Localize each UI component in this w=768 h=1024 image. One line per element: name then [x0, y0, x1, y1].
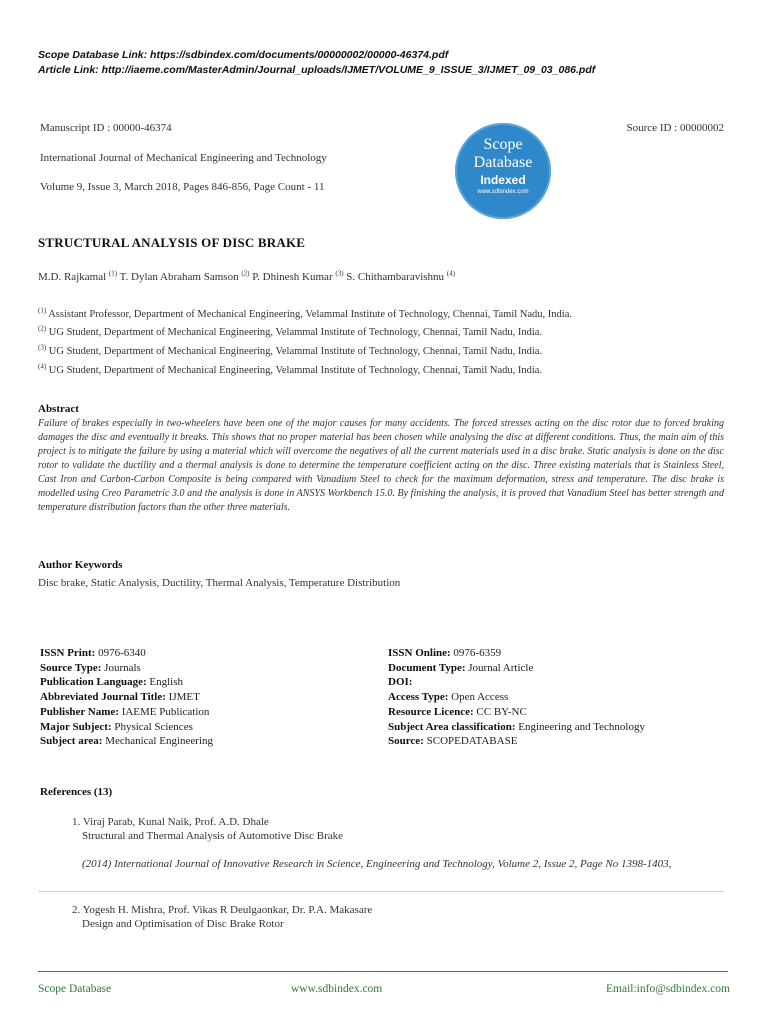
author-sup: (4)	[446, 269, 455, 278]
journal-name: International Journal of Mechanical Engineering and Technology	[40, 152, 327, 164]
reference-citation: (2014) International Journal of Innovative Research in Science, Engineering and Technology, Volume 2, Issue 2, Page No 1398-1403,	[82, 858, 672, 870]
affiliation	[38, 324, 543, 338]
abstract-text: Failure of brakes especially in two-wheelers have been one of the major causes for many accidents. The forced stresses acting on the disc rotor due to forced braking damages the disc and eventually it breaks. This shows that no proper material has been chosen while analysing the disc at different conditions. Thus, the main aim of this project is to mitigate the failure by using a material which will overcome the negatives of all the current materials used in a disc brake. Static analysis is done on the disc rotor to validate the ductility and a thermal analysis is done to determine the temperature coefficient acting on the disc. Three existing materials that is Stainless Steel, Cast Iron and Carbon-Carbon Composite is being compared with Vanadium Steel to check for the maximum deformation, stress and temperature. The disc brake is modelled using Creo Parametric 3.0 and the analysis is done in ANSYS Workbench 15.0. By finishing the analysis, it is proved that Vanadium Steel has better strength and temperature distribution factors than the other three materials.	[38, 418, 724, 513]
author-name: S. Chithambaravishnu	[346, 271, 445, 283]
info-row	[388, 675, 645, 690]
badge-line-1: Scope	[483, 136, 523, 153]
info-label: Resource Licence:	[388, 705, 474, 718]
info-value: 0976-6340	[98, 647, 146, 659]
affiliation-text: UG Student, Department of Mechanical Engineering, Velammal Institute of Technology, Chennai, Tamil Nadu, India.	[48, 327, 543, 338]
info-label: Subject Area classification:	[388, 720, 516, 733]
footer-website-link[interactable]: www.sdbindex.com	[291, 983, 383, 995]
info-value: English	[149, 676, 184, 689]
article-link[interactable]: Article Link: http://iaeme.com/MasterAdmin/Journal_uploads/IJMET/VOLUME_9_ISSUE_3/IJMET_09_03_086.pdf	[38, 64, 596, 76]
author-name: T. Dylan Abraham Samson	[119, 271, 239, 283]
scope-database-indexed-logo	[455, 123, 551, 219]
footer-left: Scope Database	[38, 983, 112, 995]
affiliation	[38, 362, 543, 376]
info-value: Journals	[104, 661, 141, 674]
badge-line-3: Indexed	[480, 173, 526, 187]
info-row	[40, 690, 213, 705]
author-name: P. Dhinesh Kumar	[252, 271, 333, 283]
affiliation-sup: (4)	[38, 362, 47, 371]
info-value: CC BY-NC	[476, 705, 527, 718]
reference-title: Design and Optimisation of Disc Brake Rotor	[82, 918, 284, 930]
keywords-text: Disc brake, Static Analysis, Ductility, Thermal Analysis, Temperature Distribution	[38, 577, 401, 589]
info-row	[388, 734, 645, 749]
reference-number: 1.	[72, 816, 81, 828]
info-value: SCOPEDATABASE	[426, 735, 518, 748]
info-row	[388, 661, 645, 676]
author-sup: (3)	[335, 269, 344, 278]
manuscript-id: Manuscript ID : 00000-46374	[40, 122, 172, 134]
affiliation-sup: (2)	[38, 324, 47, 333]
info-row	[40, 705, 213, 720]
volume-line: Volume 9, Issue 3, March 2018, Pages 846-856, Page Count - 11	[40, 181, 325, 193]
references-heading: References (13)	[40, 786, 113, 798]
author-sup: (2)	[241, 269, 250, 278]
info-value: Engineering and Technology	[518, 720, 645, 733]
reference-authors: Viraj Parab, Kunal Naik, Prof. A.D. Dhale	[82, 816, 269, 828]
affiliation-text: Assistant Professor, Department of Mechanical Engineering, Velammal Institute of Technology, Chennai, Tamil Nadu, India.	[48, 309, 572, 320]
info-label: Access Type:	[388, 691, 449, 704]
info-label: Major Subject:	[40, 720, 112, 733]
author-sup: (1)	[108, 269, 118, 278]
header-links	[38, 48, 595, 78]
affiliation-sup: (1)	[38, 306, 47, 315]
reference-item	[72, 903, 712, 931]
paper-title: STRUCTURAL ANALYSIS OF DISC BRAKE	[38, 235, 306, 250]
footer-divider	[38, 971, 728, 972]
info-right-column	[388, 646, 645, 749]
info-row	[40, 675, 213, 690]
info-label: ISSN Print:	[40, 647, 96, 659]
affiliation-text: UG Student, Department of Mechanical Engineering, Velammal Institute of Technology, Chennai, Tamil Nadu, India.	[48, 346, 543, 357]
info-label: Publication Language:	[40, 676, 147, 689]
author-list	[38, 271, 455, 283]
reference-item	[72, 815, 712, 871]
info-value: IJMET	[168, 691, 200, 704]
info-row	[388, 646, 645, 661]
info-row	[40, 646, 213, 661]
info-row	[40, 720, 213, 735]
affiliation-sup: (3)	[38, 343, 47, 352]
info-row	[388, 720, 645, 735]
info-value: 0976-6359	[453, 647, 502, 659]
info-value: Mechanical Engineering	[105, 735, 214, 748]
badge-line-4: www.sdbindex.com	[477, 189, 529, 195]
info-label: Source:	[388, 735, 424, 748]
affiliation-text: UG Student, Department of Mechanical Engineering, Velammal Institute of Technology, Chennai, Tamil Nadu, India.	[48, 365, 543, 376]
reference-title: Structural and Thermal Analysis of Automotive Disc Brake	[82, 830, 343, 842]
info-value: Open Access	[451, 691, 509, 704]
info-label: DOI:	[388, 676, 413, 689]
source-id: Source ID : 00000002	[626, 122, 724, 134]
info-row	[40, 734, 213, 749]
keywords-heading: Author Keywords	[38, 559, 123, 571]
info-value: IAEME Publication	[121, 705, 210, 718]
reference-number: 2.	[72, 904, 81, 916]
info-value: Physical Sciences	[114, 720, 193, 733]
info-left-column	[40, 646, 213, 749]
reference-authors: Yogesh H. Mishra, Prof. Vikas R Deulgaonkar, Dr. P.A. Makasare	[82, 904, 373, 916]
scope-database-link[interactable]: Scope Database Link: https://sdbindex.com/documents/00000002/00000-46374.pdf	[38, 49, 449, 61]
info-label: Abbreviated Journal Title:	[40, 691, 166, 704]
affiliation	[38, 343, 543, 357]
abstract-heading: Abstract	[38, 403, 79, 415]
info-row	[40, 661, 213, 676]
reference-divider	[38, 891, 724, 892]
info-row	[388, 690, 645, 705]
author-name: M.D. Rajkamal	[38, 271, 107, 283]
info-label: Publisher Name:	[40, 705, 119, 718]
info-label: Source Type:	[40, 661, 102, 674]
info-row	[388, 705, 645, 720]
info-label: Subject area:	[40, 735, 103, 748]
footer-email-link[interactable]: Email:info@sdbindex.com	[606, 983, 730, 995]
badge-line-2: Database	[473, 154, 533, 171]
info-label: Document Type:	[388, 661, 466, 674]
affiliation	[38, 306, 572, 320]
info-label: ISSN Online:	[388, 647, 451, 659]
info-value: Journal Article	[468, 661, 534, 674]
